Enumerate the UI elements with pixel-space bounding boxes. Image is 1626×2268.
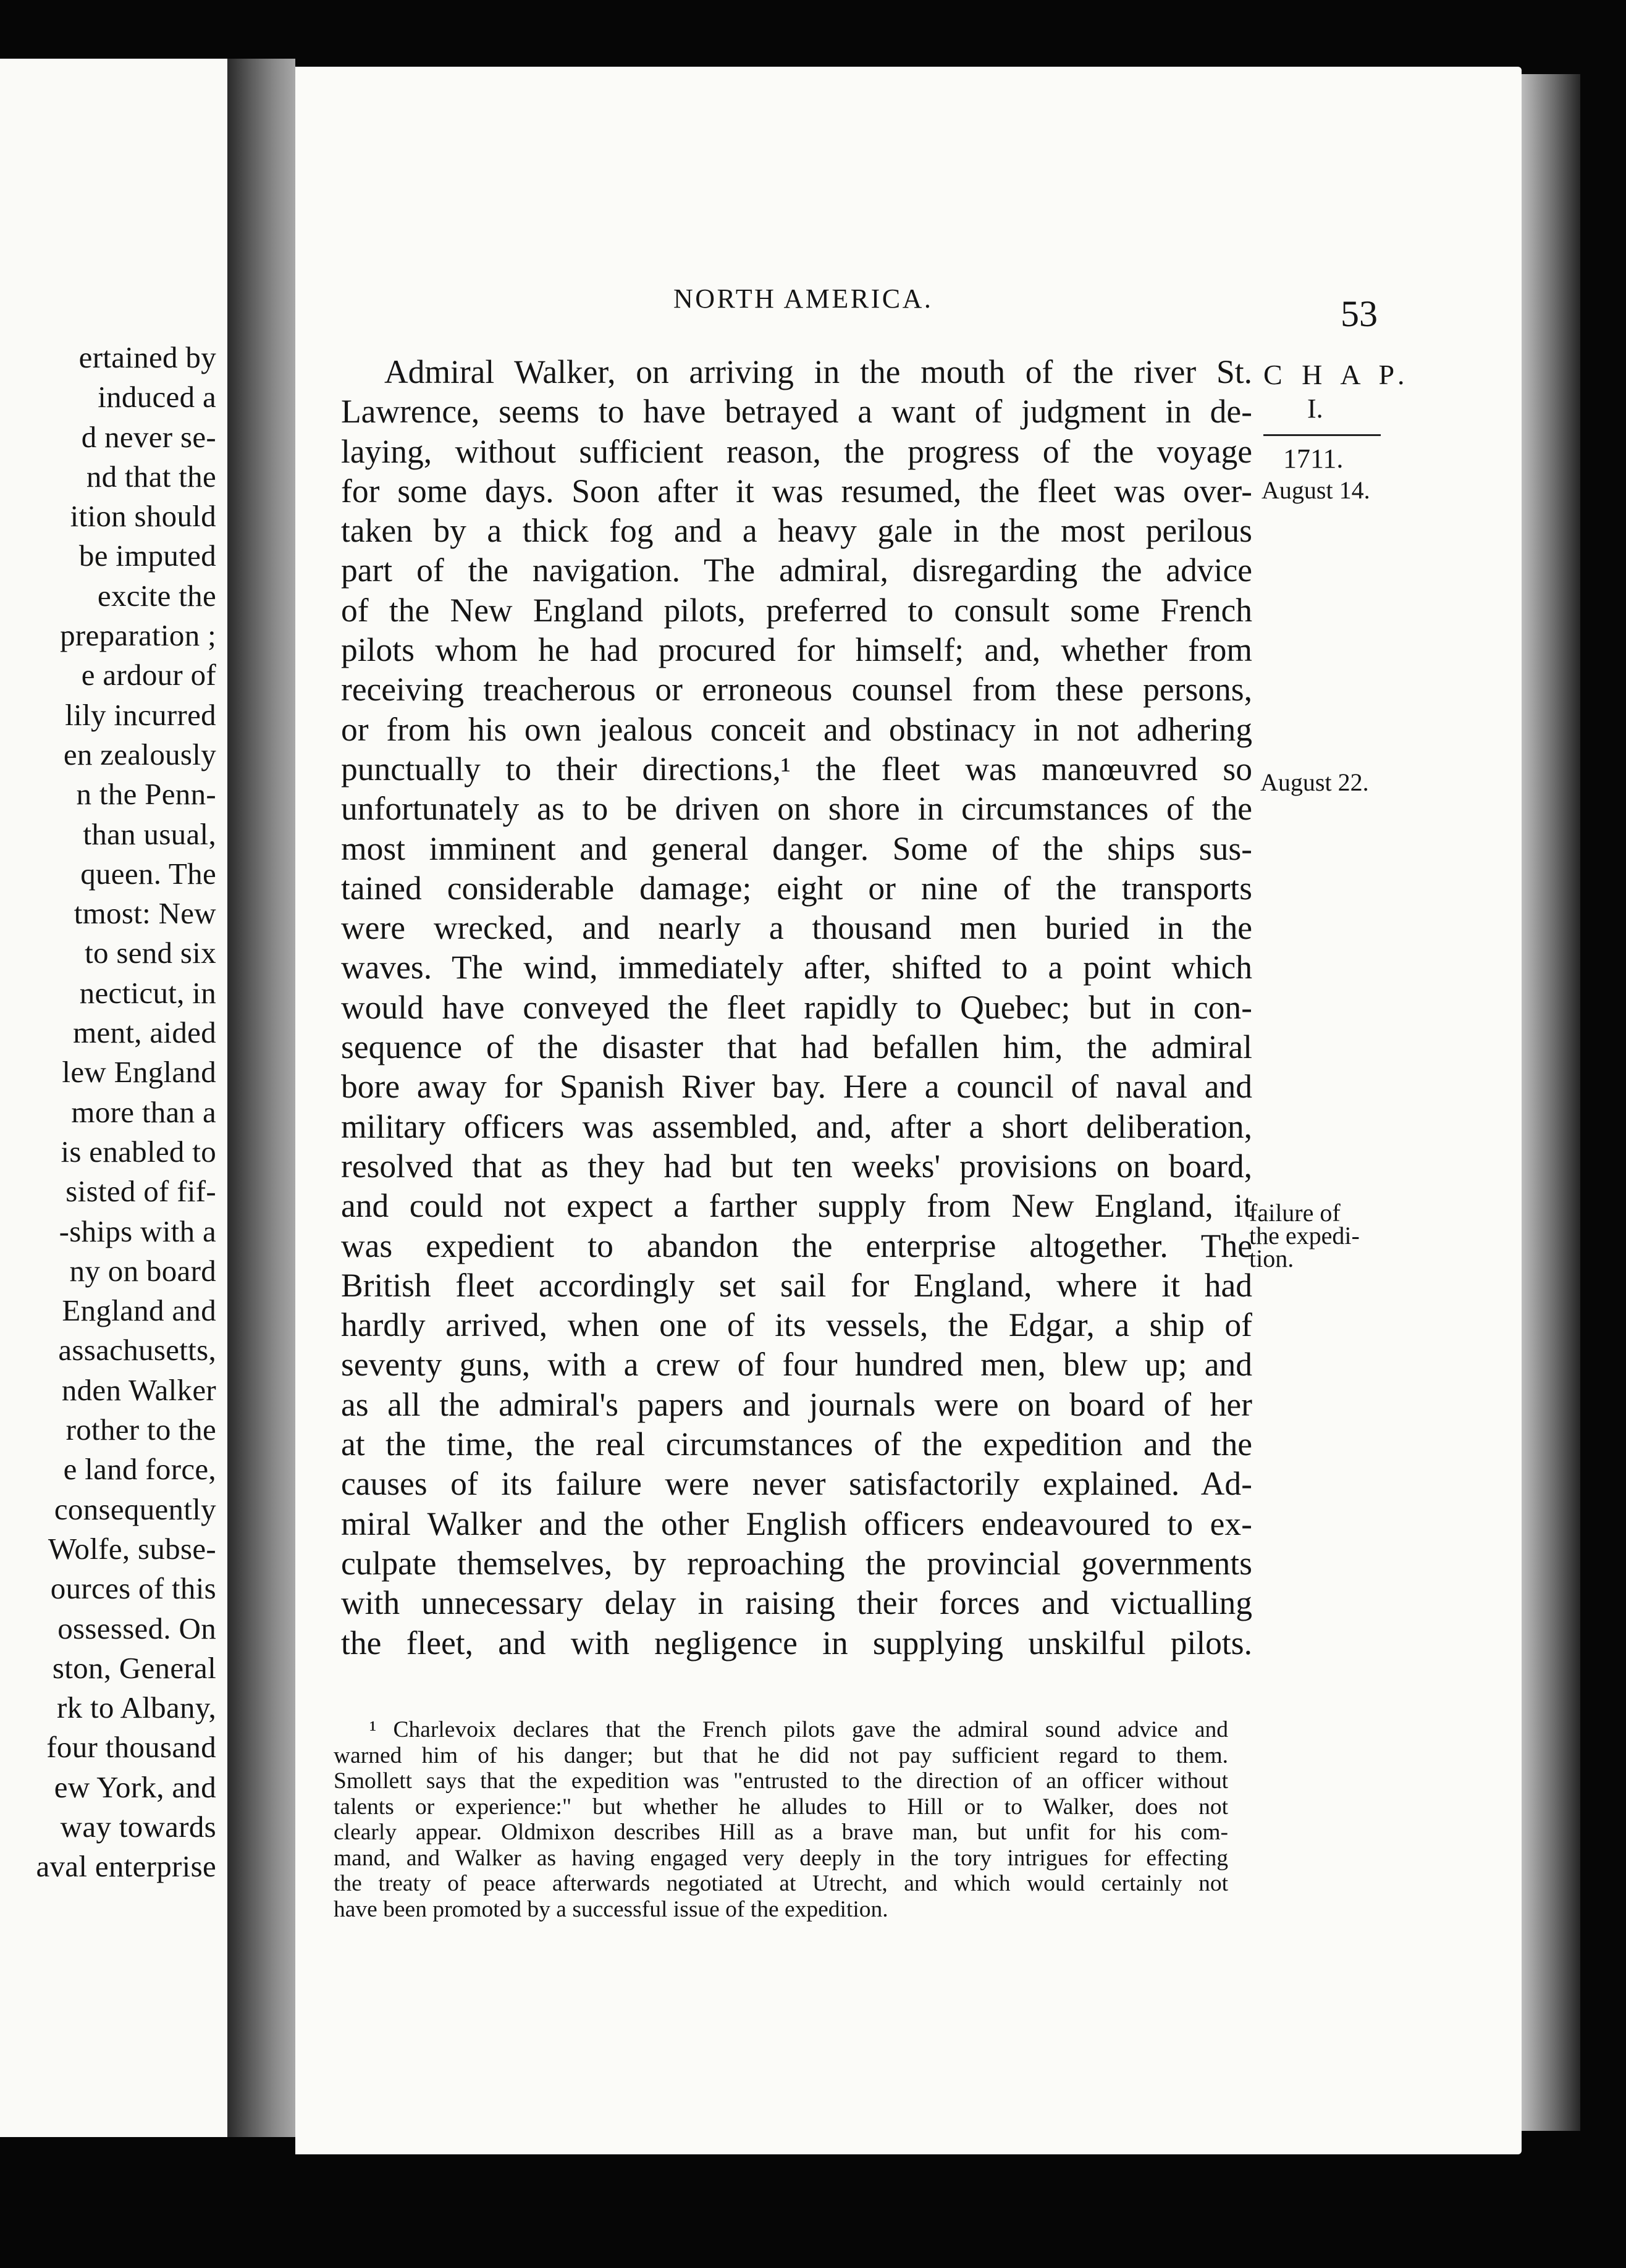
footnote-line: warned him of his danger; but that he did not pay sufficient regard to them.: [334, 1742, 1228, 1768]
page-number: 53: [1341, 293, 1378, 334]
margin-date-august-22: August 22.: [1260, 768, 1369, 796]
body-line: or from his own jealous conceit and obstinacy in not adhering: [341, 710, 1252, 748]
margin-note-failure-line: the expedi-: [1249, 1222, 1360, 1250]
body-line: punctually to their directions,¹ the fleet was manœuvred so: [341, 750, 1252, 788]
previous-page-line: en zealously: [63, 737, 216, 771]
previous-page-line: ston, General: [52, 1650, 216, 1685]
body-line: with unnecessary delay in raising their forces and victualling: [341, 1584, 1252, 1622]
previous-page-line: more than a: [71, 1094, 216, 1129]
previous-page-line: ources of this: [50, 1571, 216, 1606]
body-line: receiving treacherous or erroneous counsel from these persons,: [341, 671, 1252, 708]
margin-year: 1711.: [1283, 443, 1344, 474]
body-line: Lawrence, seems to have betrayed a want of judgment in de-: [341, 393, 1252, 430]
previous-page-line: ertained by: [78, 340, 216, 374]
previous-page-line: ment, aided: [73, 1015, 216, 1050]
body-line: seventy guns, with a crew of four hundred men, blew up; and: [341, 1346, 1252, 1384]
previous-page-line: ny on board: [69, 1253, 216, 1288]
previous-page-line: excite the: [97, 578, 216, 613]
book-gutter-shadow: [227, 59, 295, 2137]
footnote-line: talents or experience:" but whether he alludes to Hill or to Walker, does not: [334, 1794, 1228, 1820]
body-line: resolved that as they had but ten weeks' provisions on board,: [341, 1147, 1252, 1185]
previous-page-line: ossessed. On: [57, 1611, 216, 1645]
footnote-line: mand, and Walker as having engaged very deeply in the tory intrigues for effecting: [334, 1845, 1228, 1871]
previous-page-line: Wolfe, subse-: [48, 1531, 216, 1566]
footnote-line: have been promoted by a successful issue of the expedition.: [334, 1896, 888, 1922]
previous-page-line: rother to the: [65, 1413, 216, 1447]
previous-page-line: e land force,: [63, 1452, 216, 1487]
running-head: NORTH AMERICA.: [673, 284, 933, 314]
previous-page-line: d never se-: [81, 419, 216, 454]
previous-page-fragment: [0, 59, 227, 2137]
body-line: Admiral Walker, on arriving in the mouth of the river St.: [384, 353, 1252, 390]
previous-page-line: rk to Albany,: [57, 1690, 216, 1725]
previous-page-line: -ships with a: [59, 1214, 216, 1248]
body-line: miral Walker and the other English officers endeavoured to ex-: [341, 1505, 1252, 1542]
previous-page-line: assachusetts,: [58, 1333, 216, 1367]
previous-page-line: tmost: New: [74, 896, 216, 931]
body-line: laying, without sufficient reason, the progress of the voyage: [341, 432, 1252, 470]
body-line: for some days. Soon after it was resumed, the fleet was over-: [341, 472, 1252, 510]
body-paragraph: [341, 352, 1252, 1663]
body-line: sequence of the disaster that had befallen him, the admiral: [341, 1028, 1252, 1066]
previous-page-line: ew York, and: [54, 1770, 216, 1804]
body-line: at the time, the real circumstances of the expedition and the: [341, 1426, 1252, 1463]
body-line: the fleet, and with negligence in supplying unskilful pilots.: [341, 1624, 1252, 1661]
body-line: pilots whom he had procured for himself; and, whether from: [341, 631, 1252, 669]
footnote-line: Smollett says that the expedition was "entrusted to the direction of an officer without: [334, 1768, 1228, 1794]
chapter-rule: [1263, 434, 1381, 436]
previous-page-line: be imputed: [78, 539, 216, 573]
previous-page-line: England and: [62, 1293, 216, 1328]
previous-page-line: nden Walker: [61, 1372, 216, 1407]
previous-page-line: lew England: [62, 1055, 216, 1090]
body-line: most imminent and general danger. Some of the ships sus-: [341, 830, 1252, 867]
body-line: culpate themselves, by reproaching the provincial governments: [341, 1544, 1252, 1582]
body-line: were wrecked, and nearly a thousand men buried in the: [341, 909, 1252, 947]
body-line: taken by a thick fog and a heavy gale in the most perilous: [341, 512, 1252, 550]
previous-page-line: aval enterprise: [36, 1849, 216, 1884]
body-line: of the New England pilots, preferred to consult some French: [341, 591, 1252, 629]
chapter-number: I.: [1307, 393, 1323, 424]
body-line: unfortunately as to be driven on shore in circumstances of the: [341, 790, 1252, 828]
previous-page-line: way towards: [60, 1809, 216, 1844]
chapter-label: C H A P.: [1263, 359, 1411, 390]
previous-page-line: e ardour of: [81, 658, 216, 692]
previous-page-line: to send six: [85, 936, 216, 970]
body-line: waves. The wind, immediately after, shifted to a point which: [341, 949, 1252, 986]
body-line: causes of its failure were never satisfactorily explained. Ad-: [341, 1465, 1252, 1503]
margin-note-failure-line: tion.: [1249, 1245, 1294, 1272]
footnote-line: the treaty of peace afterwards negotiated at Utrecht, and which would certainly not: [334, 1871, 1228, 1896]
margin-date-august-14: August 14.: [1262, 476, 1370, 504]
margin-note-failure: [1249, 1201, 1360, 1270]
previous-page-line: induced a: [98, 380, 216, 414]
previous-page-text: [36, 338, 216, 1887]
body-line: British fleet accordingly set sail for England, where it had: [341, 1266, 1252, 1304]
body-line: hardly arrived, when one of its vessels, the Edgar, a ship of: [341, 1306, 1252, 1344]
previous-page-line: four thousand: [46, 1730, 216, 1765]
body-line: tained considerable damage; eight or nine of the transports: [341, 869, 1252, 907]
previous-page-line: queen. The: [80, 856, 216, 891]
previous-page-line: lily incurred: [65, 697, 216, 732]
body-line: bore away for Spanish River bay. Here a council of naval and: [341, 1068, 1252, 1106]
page-edge-shadow: [1522, 74, 1580, 2131]
body-line: part of the navigation. The admiral, disregarding the advice: [341, 552, 1252, 589]
previous-page-line: nd that the: [86, 459, 216, 494]
body-line: was expedient to abandon the enterprise altogether. The: [341, 1227, 1252, 1264]
previous-page-line: consequently: [54, 1492, 216, 1526]
previous-page-line: preparation ;: [60, 618, 216, 653]
previous-page-line: is enabled to: [61, 1134, 216, 1169]
previous-page-line: than usual,: [83, 817, 216, 851]
body-line: and could not expect a farther supply from New England, it: [341, 1187, 1252, 1225]
previous-page-line: ition should: [70, 499, 216, 534]
previous-page-line: necticut, in: [79, 975, 216, 1010]
footnote-line: ¹ Charlevoix declares that the French pilots gave the admiral sound advice and: [369, 1717, 1228, 1742]
body-line: as all the admiral's papers and journals were on board of her: [341, 1385, 1252, 1423]
margin-note-failure-line: failure of: [1249, 1199, 1341, 1227]
footnote-line: clearly appear. Oldmixon describes Hill as a brave man, but unfit for his com-: [334, 1820, 1228, 1845]
footnote: [334, 1717, 1228, 1922]
previous-page-line: n the Penn-: [76, 777, 216, 812]
previous-page-line: sisted of fif-: [65, 1174, 216, 1209]
body-line: would have conveyed the fleet rapidly to Quebec; but in con-: [341, 988, 1252, 1026]
body-line: military officers was assembled, and, after a short deliberation,: [341, 1107, 1252, 1145]
